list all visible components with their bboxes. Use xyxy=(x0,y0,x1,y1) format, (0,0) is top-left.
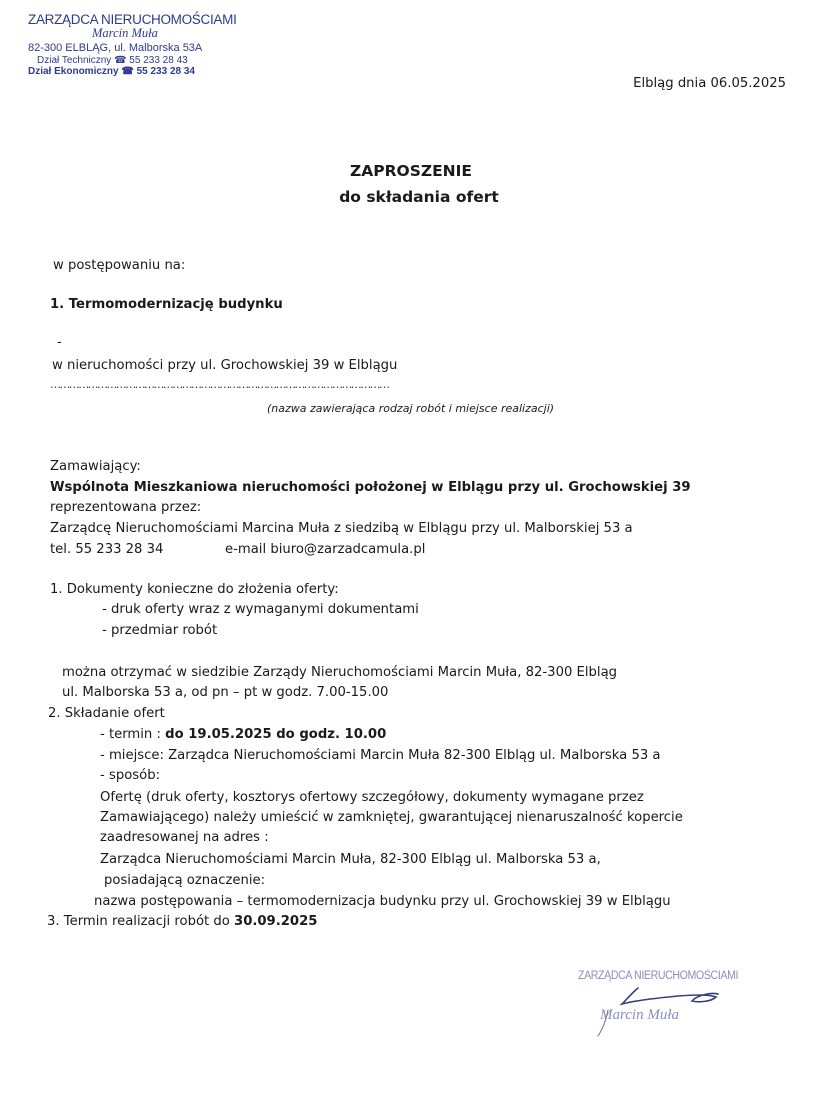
deadline-value: do 19.05.2025 do godz. 10.00 xyxy=(165,727,387,742)
section2-place: - miejsce: Zarządca Nieruchomościami Marcin Muła 82-300 Elbląg ul. Malborska 53 a xyxy=(100,748,661,763)
section2-address: Zarządca Nieruchomościami Marcin Muła, 82-300 Elbląg ul. Malborska 53 a, xyxy=(100,852,601,867)
place-date: Elbląg dnia 06.05.2025 xyxy=(633,76,786,91)
section1-availability-2: ul. Malborska 53 a, od pn – pt w godz. 7.00-15.00 xyxy=(62,685,389,700)
signature-stamp xyxy=(578,970,778,1040)
section2-method-line3: zaadresowanej na adres : xyxy=(100,830,269,845)
section2-deadline xyxy=(100,727,386,742)
section1-item-1: - druk oferty wraz z wymaganymi dokumentami xyxy=(102,602,419,617)
represented-by: reprezentowana przez: xyxy=(50,500,202,515)
section2-marking: posiadającą oznaczenie: xyxy=(104,873,266,888)
section2-heading: 2. Składanie ofert xyxy=(48,706,165,721)
handwritten-signature xyxy=(578,970,778,1040)
page-title: ZAPROSZENIE xyxy=(349,162,473,180)
section1-item-2: - przedmiar robót xyxy=(102,623,218,638)
page-subtitle: do składania ofert xyxy=(339,188,499,206)
section2-method-line2: Zamawiającego) należy umieścić w zamkniętej, gwarantującej nienaruszalność kopercie xyxy=(100,810,683,825)
manager-line: Zarządcę Nieruchomościami Marcina Muła z siedzibą w Elblągu przy ul. Malborskiej 53 a xyxy=(50,521,633,536)
stamp-econ-dept: Dział Ekonomiczny ☎ 55 233 28 34 xyxy=(28,66,195,77)
stamp-address: 82-300 ELBLĄG, ul. Malborska 53A xyxy=(28,42,203,54)
phone-line: tel. 55 233 28 34 xyxy=(50,542,164,557)
procedure-location: w nieruchomości przy ul. Grochowskiej 39 w Elblągu xyxy=(52,358,398,373)
section1-heading: 1. Dokumenty konieczne do złożenia oferty: xyxy=(50,582,339,597)
procedure-dash: - xyxy=(57,335,62,350)
section1-availability-1: można otrzymać w siedzibie Zarządy Nieruchomościami Marcin Muła, 82-300 Elbląg xyxy=(62,665,618,680)
dotted-line: ……………………………………………………………………………………………… xyxy=(50,378,389,391)
ordering-party-name: Wspólnota Mieszkaniowa nieruchomości położonej w Elblągu przy ul. Grochowskiej 39 xyxy=(50,480,691,495)
section2-method-line1: Ofertę (druk oferty, kosztorys ofertowy szczegółowy, dokumenty wymagane przez xyxy=(100,790,644,805)
section3-label: 3. Termin realizacji robót do xyxy=(47,914,235,929)
signature-stamp-company: ZARZĄDCA NIERUCHOMOŚCIAMI xyxy=(578,970,739,982)
section2-procedure-name: nazwa postępowania – termomodernizacja budynku przy ul. Grochowskiej 39 w Elblągu xyxy=(94,894,671,909)
procedure-intro: w postępowaniu na: xyxy=(53,258,186,273)
header-stamp xyxy=(28,12,237,77)
stamp-company: ZARZĄDCA NIERUCHOMOŚCIAMI xyxy=(28,12,237,27)
section3-value: 30.09.2025 xyxy=(234,914,318,929)
ordering-party-label: Zamawiający: xyxy=(50,459,141,474)
stamp-owner: Marcin Muła xyxy=(92,26,158,40)
procedure-item: 1. Termomodernizację budynku xyxy=(50,297,283,312)
email-line: e-mail biuro@zarzadcamula.pl xyxy=(225,542,426,557)
section2-method: - sposób: xyxy=(100,768,161,783)
signature-stamp-owner: Marcin Muła xyxy=(600,1007,680,1023)
deadline-label: - termin : xyxy=(100,727,166,742)
section3 xyxy=(47,914,317,929)
stamp-tech-dept: Dział Techniczny ☎ 55 233 28 43 xyxy=(37,55,188,66)
procedure-caption: (nazwa zawierająca rodzaj robót i miejsce realizacji) xyxy=(267,402,555,415)
